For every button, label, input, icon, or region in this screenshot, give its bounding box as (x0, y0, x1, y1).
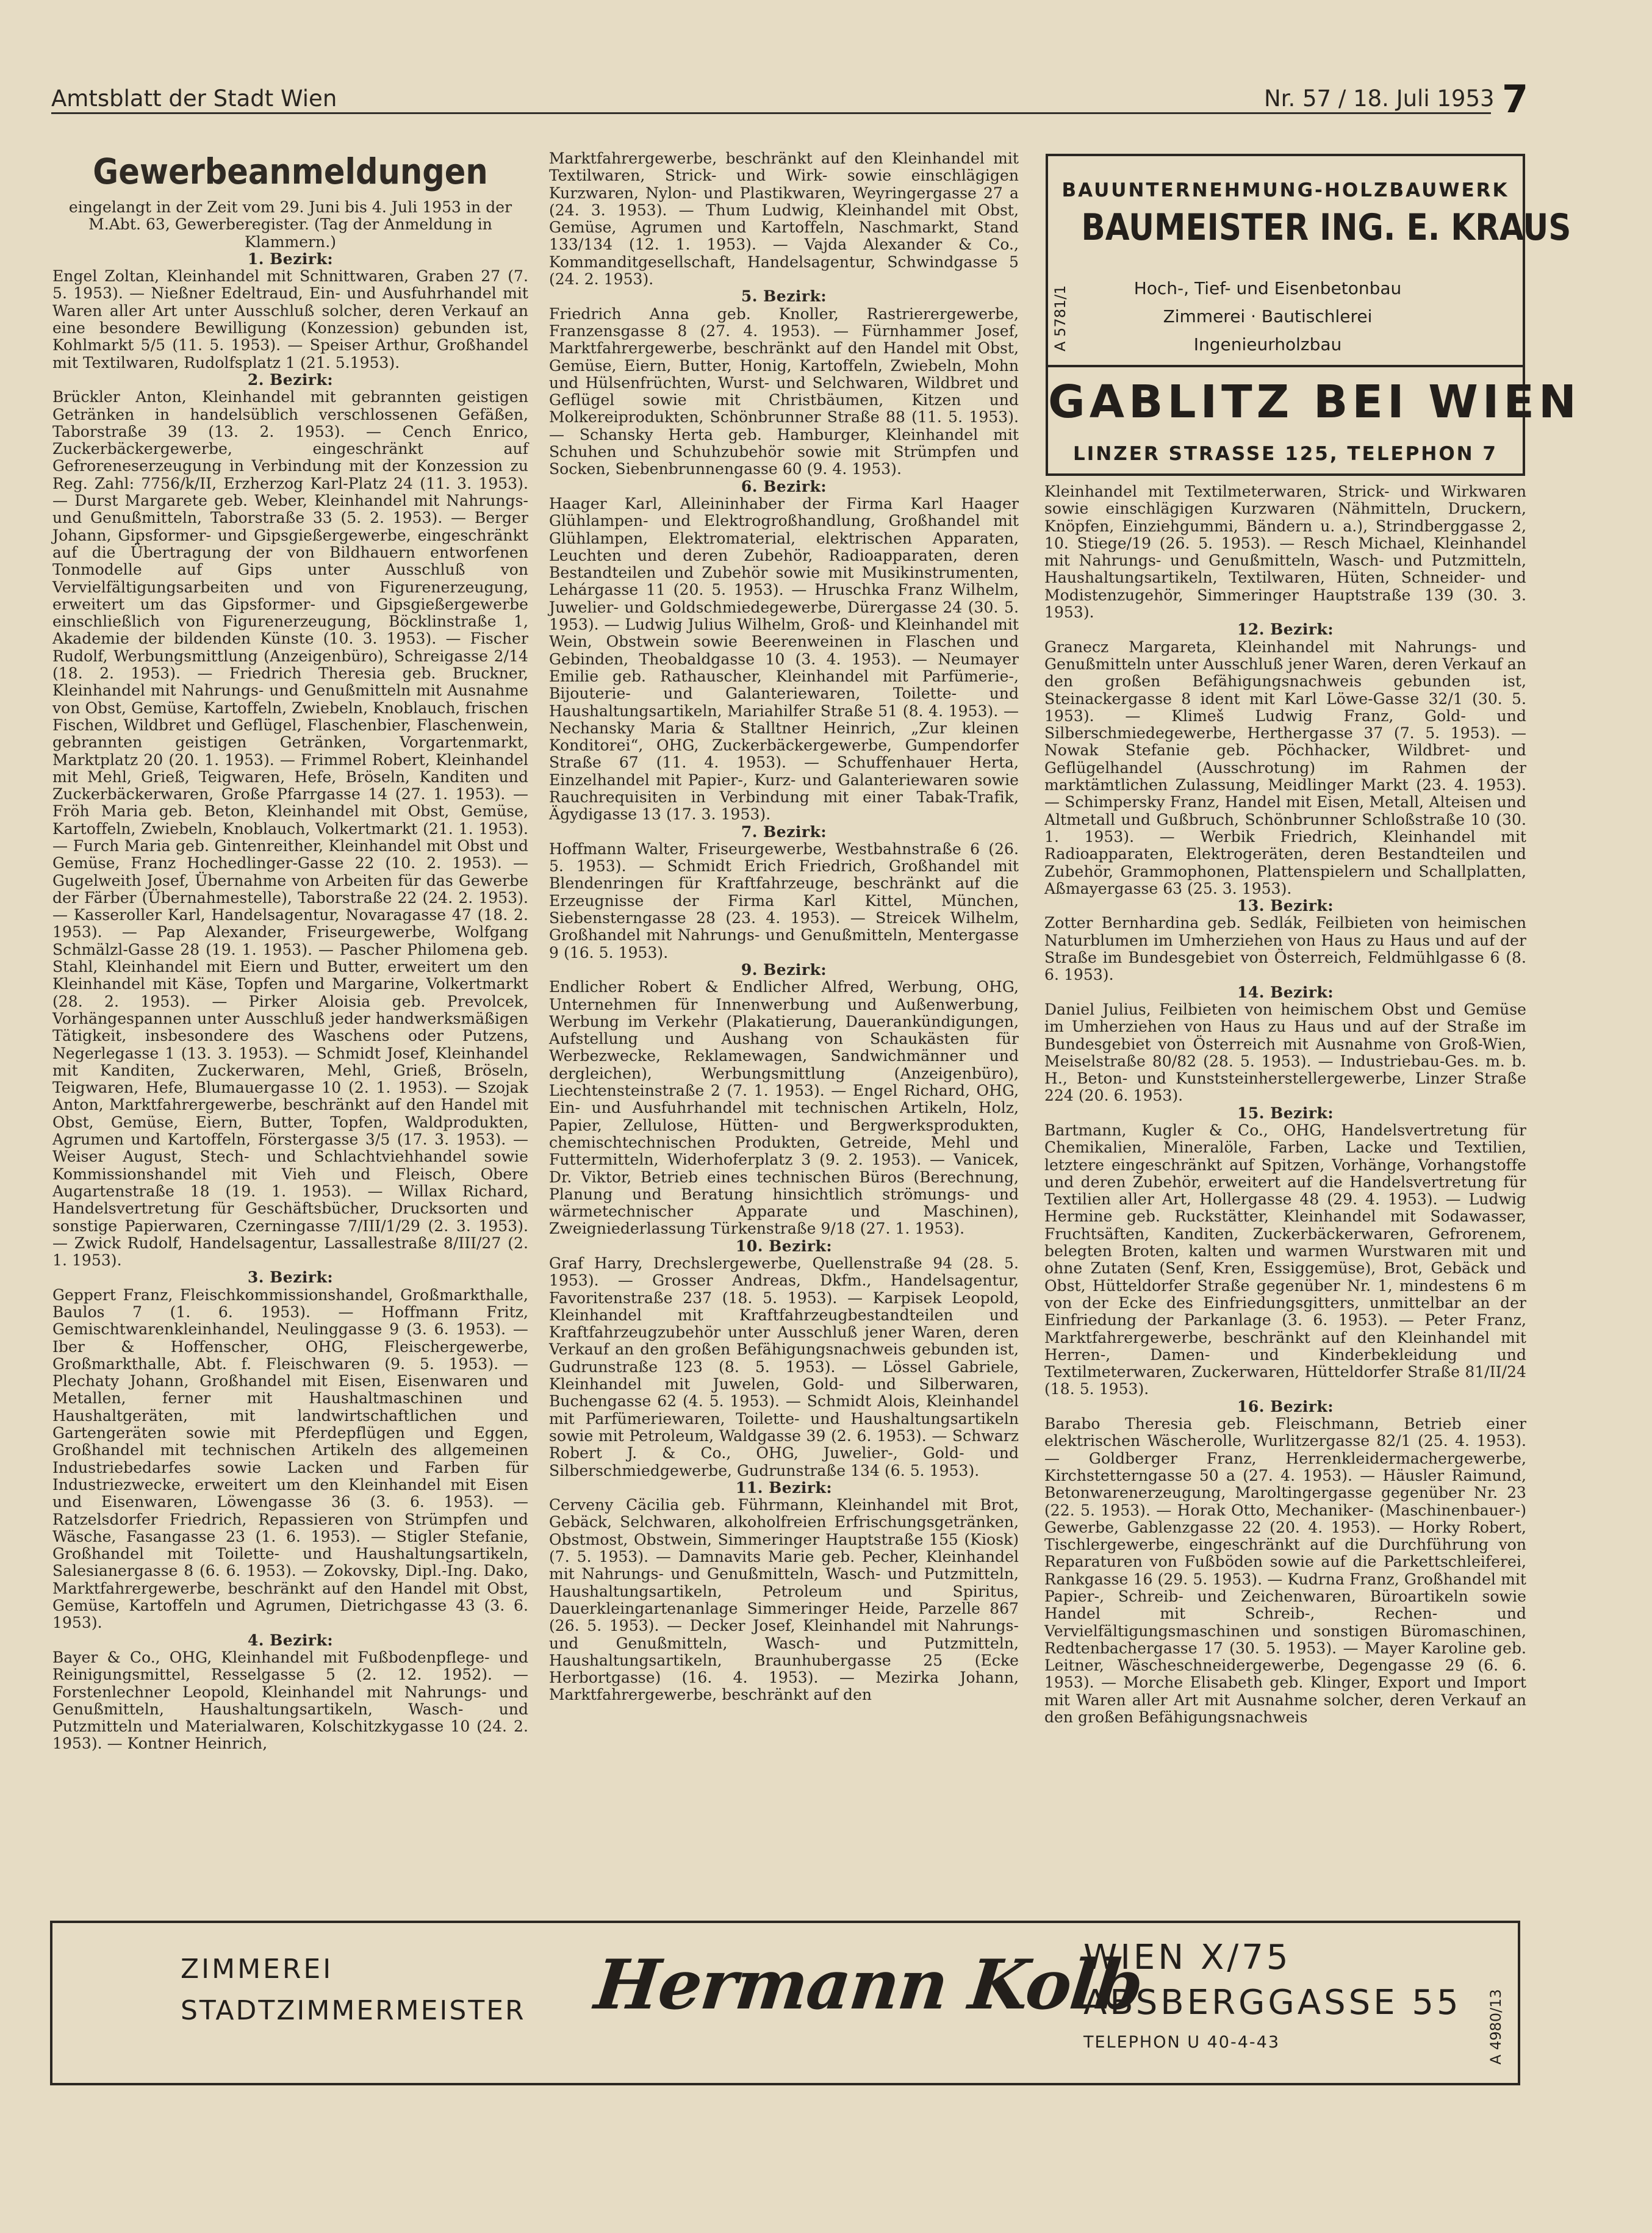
district-entries: Cerveny Cäcilia geb. Führmann, Kleinhandel mit Brot, Gebäck, Selchwaren, alkoholfreien Erfrischungsgetränken, Obstmost, Obstwein, Simmeringer Hauptstraße 155 (Kiosk) (7. 5. 1953). — Damnavits Marie geb. Pecher, Kleinhandel mit Nahrungs- und Genußmitteln, Wasch- und Putzmitteln, Haushaltungsartikeln, Petroleum und Spiritus, Dauerkleingartenanlage Simmeringer Heide, Parzelle 867 (26. 5. 1953). — Decker Josef, Kleinhandel mit Nahrungs- und Genußmitteln, Wasch- und Putzmitteln, Haushaltungsartikeln, Braunhubergasse 25 (Ecke Herbortgasse) (16. 4. 1953). — Mezirka Johann, Marktfahrergewerbe, beschränkt auf den (549, 1496, 1019, 1704)
district-entries: Marktfahrergewerbe, beschränkt auf den Kleinhandel mit Textilwaren, Strick- und Wirk- sowie einschlägigen Kurzwaren, Nylon- und Plastikwaren, Weyringergasse 27 a (24. 3. 1953). — Thum Ludwig, Kleinhandel mit Obst, Gemüse, Agrumen und Kartoffeln, Naschmarkt, Stand 133/134 (12. 1. 1953). — Vajda Alexander & Co., Kommanditgesellschaft, Handelsagentur, Schwindgasse 5 (24. 2. 1953). (549, 149, 1019, 289)
district-entries: Brückler Anton, Kleinhandel mit gebrannten geistigen Getränken in handelsüblich verschlossenen Gefäßen, Taborstraße 39 (13. 2. 1953). — Cench Enrico, Zuckerbäckergewerbe, eingeschränkt auf Gefroreneserzeugung in Verbindung mit der Konzession zu Reg. Zahl: 7756/k/II, Erzherzog Karl-Platz 24 (11. 3. 1953). — Durst Margarete geb. Weber, Kleinhandel mit Nahrungs- und Genußmitteln, Taborstraße 33 (5. 2. 1953). — Berger Johann, Gipsformer- und Gipsgießergewerbe, eingeschränkt auf die Übertragung der von Bildhauern entworfenen Tonmodelle auf Gips unter Ausschluß von Vervielfältigungsarbeiten und von Figurenerzeugung, erweitert um das Gipsformer- und Gipsgießergewerbe einschließlich von Figurenerzeugung, Böcklinstraße 1, Akademie der bildenden Künste (10. 3. 1953). — Fischer Rudolf, Werbungsmittlung (Anzeigenbüro), Schreigasse 2/14 (18. 2. 1953). — Friedrich Theresia geb. Bruckner, Kleinhandel mit Nahrungs- und Genußmitteln mit Ausnahme von Obst, Gemüse, Kartoffeln, Zwiebeln, Knoblauch, frischen Fischen, Wildbret und Geflügel, Flaschenbier, Flaschenwein, gebrannten geistigen Getränken, Vorgartenmarkt, Marktplatz 20 (20. 1. 1953). — Frimmel Robert, Kleinhandel mit Mehl, Grieß, Teigwaren, Hefe, Bröseln, Kanditen und Zuckerbäckerwaren, Große Pfarrgasse 14 (27. 1. 1953). — Fröh Maria geb. Beton, Kleinhandel mit Obst, Gemüse, Kartoffeln, Zwiebeln, Knoblauch, Volkertmarkt (21. 1. 1953). — Furch Maria geb. Gintenreither, Kleinhandel mit Obst und Gemüse, Franz Hochedlinger-Gasse 22 (10. 2. 1953). — Gugelweith Josef, Übernahme von Arbeiten für das Gewerbe der Färber (Übernahmestelle), Taborstraße 22 (24. 2. 1953). — Kasseroller Karl, Handelsagentur, Novaragasse 47 (18. 2. 1953). — Pap Alexander, Friseurgewerbe, Wolfgang Schmälzl-Gasse 28 (19. 1. 1953). — Pascher Philomena geb. Stahl, Kleinhandel mit Eiern und Butter, erweitert um den Kleinhandel mit Käse, Topfen und Margarine, Volkertmarkt (28. 2. 1953). — Pirker Aloisia geb. Prevolcek, Vorhängespannen unter Ausschluß jeder handwerksmäßigen Tätigkeit, insbesondere des Waschens oder Putzens, Negerlegasse 1 (13. 3. 1953). — Schmidt Josef, Kleinhandel mit Kanditen, Zuckerwaren, Mehl, Grieß, Bröseln, Teigwaren, Hefe, Blumauergasse 10 (2. 1. 1953). — Szojak Anton, Marktfahrergewerbe, beschränkt auf den Handel mit Obst, Gemüse, Eiern, Butter, Topfen, Waldprodukten, Agrumen und Kartoffeln, Förstergasse 3/5 (17. 3. 1953). — Weiser August, Stech- und Schlachtviehhandel sowie Kommissionshandel mit Vieh und Fleisch, Obere Augartenstraße 18 (19. 1. 1953). — Willax Richard, Handelsvertretung für Geschäftsbücher, Drucksorten und sonstige Papierwaren, Czerningasse 7/III/1/29 (2. 3. 1953). — Zwick Rudolf, Handelsagentur, Lassallestraße 8/III/27 (2. 1. 1953). (52, 388, 528, 1270)
district-heading: 5. Bezirk: (741, 287, 827, 306)
ad-reference-code: A 5781/1 (1052, 285, 1069, 351)
ad-street: ABSBERGGASSE 55 (1083, 1983, 1462, 2023)
ad-city: WIEN X/75 (1083, 1938, 1291, 1977)
district-entries: Geppert Franz, Fleischkommissionshandel, Großmarkthalle, Baulos 7 (1. 6. 1953). — Hoffmann Fritz, Gemischtwarenkleinhandel, Neulinggasse 9 (3. 6. 1953). — Iber & Hoffenscher, OHG, Fleischergewerbe, Großmarkthalle, Abt. f. Fleischwaren (9. 5. 1953). — Plechaty Johann, Großhandel mit Eisen, Eisenwaren und Metallen, ferner mit Haushaltmaschinen und Haushaltgeräten, mit landwirtschaftlichen und Gartengeräten sowie mit Pferdepflügen und Eggen, Großhandel mit technischen Artikeln des allgemeinen Industriebedarfes sowie Lacken und Farben für Industriezwecke, erweitert um den Kleinhandel mit Eisen und Eisenwaren, Löwengasse 36 (3. 6. 1953). — Ratzelsdorfer Friedrich, Repassieren von Strümpfen und Wäsche, Fasangasse 23 (1. 6. 1953). — Stigler Stefanie, Großhandel mit Toilette- und Haushaltungsartikeln, Salesianergasse 8 (6. 6. 1953). — Zokovsky, Dipl.-Ing. Dako, Marktfahrergewerbe, beschränkt auf den Handel mit Obst, Gemüse, Kartoffeln und Agrumen, Dietrichgasse 43 (3. 6. 1953). (52, 1286, 528, 1632)
district-heading: 13. Bezirk: (1237, 897, 1334, 915)
ad-services (1085, 275, 1451, 359)
district-entries: Graf Harry, Drechslergewerbe, Quellenstraße 94 (28. 5. 1953). — Grosser Andreas, Dkfm., Handelsagentur, Favoritenstraße 237 (18. 5. 1953). — Karpisek Leopold, Kleinhandel mit Kraftfahrzeugbestandteilen und Kraftfahrzeugzubehör unter Ausschluß jener Waren, deren Verkauf an den großen Befähigungsnachweis gebunden ist, Gudrunstraße 123 (8. 5. 1953). — Lössel Gabriele, Kleinhandel mit Juwelen, Gold- und Silberwaren, Buchengasse 62 (4. 5. 1953). — Schmidt Alois, Kleinhandel mit Parfümeriewaren, Toilette- und Haushaltungsartikeln sowie mit Petroleum, Waldgasse 39 (2. 6. 1953). — Schwarz Robert J. & Co., OHG, Juwelier-, Gold- und Silberschmiedgewerbe, Gudrunstraße 134 (6. 5. 1953). (549, 1254, 1019, 1480)
district-heading: 10. Bezirk: (735, 1237, 833, 1255)
issue-date: Nr. 57 / 18. Juli 1953 (1264, 85, 1495, 112)
ad-trade: ZIMMEREI (181, 1954, 334, 1985)
column-1 (52, 199, 528, 1753)
district-entries: Engel Zoltan, Kleinhandel mit Schnittwaren, Graben 27 (7. 5. 1953). — Nießner Edeltraud, Ein- und Ausfuhrhandel mit Waren aller Art unter Ausschluß solcher, deren Verkauf an eine besondere Bewilligung (Konzession) gebunden ist, Kohlmarkt 5/5 (11. 5. 1953). — Speiser Arthur, Großhandel mit Textilwaren, Rudolfsplatz 1 (21. 5.1953). (52, 267, 528, 372)
ad-divider (1048, 365, 1523, 367)
district-heading: 12. Bezirk: (1237, 620, 1334, 639)
advertisement-kraus (1046, 154, 1581, 476)
section-title: Gewerbeanmeldungen (93, 151, 488, 192)
district-entries: Hoffmann Walter, Friseurgewerbe, Westbahnstraße 6 (26. 5. 1953). — Schmidt Erich Friedrich, Großhandel mit Blendenringen für Kraftfahrzeuge, beschränkt auf die Erzeugnisse der Firma Karl Kittel, München, Siebensterngasse 28 (23. 4. 1953). — Streicek Wilhelm, Großhandel mit Nahrungs- und Genußmitteln, Mentergasse 9 (16. 5. 1953). (549, 840, 1019, 962)
district-heading: 2. Bezirk: (247, 370, 334, 389)
ad-reference-code: A 4980/13 (1487, 1989, 1504, 2065)
district-heading: 11. Bezirk: (735, 1478, 833, 1497)
ad-phone: TELEPHON U 40-4-43 (1083, 2033, 1280, 2052)
ad-service-line: Zimmerei · Bautischlerei (1163, 306, 1373, 326)
advertisement-kolb (50, 1921, 1520, 2085)
ad-city: GABLITZ BEI WIEN (1048, 376, 1581, 428)
district-heading: 6. Bezirk: (741, 477, 827, 495)
district-heading: 1. Bezirk: (247, 250, 334, 268)
ad-company-name: BAUMEISTER ING. E. KRAUS (1081, 206, 1571, 249)
district-entries: Granecz Margareta, Kleinhandel mit Nahrungs- und Genußmitteln unter Ausschluß jener Waren, deren Verkauf an den großen Befähigungsnachweis gebunden ist, Steinackergasse 8 ident mit Karl Löwe-Gasse 32/1 (30. 5. 1953). — Klimeš Ludwig Franz, Gold- und Silberschmiedegewerbe, Herthergasse 37 (7. 5. 1953). — Nowak Stefanie geb. Pöchhacker, Wildbret- und Geflügelhandel (Ausschrotung) im Rahmen der marktämtlichen Zulassung, Meidlinger Markt (23. 4. 1953). — Schimpersky Franz, Handel mit Eisen, Metall, Alteisen und Altmetall und Gußbruch, Schönbrunner Schloßstraße 10 (30. 1. 1953). — Werbik Friedrich, Kleinhandel mit Radioapparaten, Elektrogeräten, deren Bestandteilen und Zubehör, Grammophonen, Plattenspielern und Schallplatten, Aßmayergasse 63 (25. 3. 1953). (1044, 638, 1526, 897)
district-entries: Zotter Bernhardina geb. Sedlák, Feilbieten von heimischen Naturblumen im Umherziehen von Haus zu Haus und auf der Straße im Bundesgebiet von Österreich, Feldmühlgasse 6 (8. 6. 1953). (1044, 914, 1526, 984)
ad-trade-title: STADTZIMMERMEISTER (181, 1995, 526, 2026)
district-entries: Haager Karl, Alleininhaber der Firma Karl Haager Glühlampen- und Elektrogroßhandlung, Großhandel mit Glühlampen, Elektromaterial, elektrischen Apparaten, Leuchten und deren Zubehör, Radioapparaten, deren Bestandteilen und Zubehör sowie mit Musikinstrumenten, Lehárgasse 11 (20. 5. 1953). — Hruschka Franz Wilhelm, Juwelier- und Goldschmiedegewerbe, Dürergasse 24 (30. 5. 1953). — Ludwig Julius Wilhelm, Groß- und Kleinhandel mit Wein, Obstwein sowie Beerenweinen in Flaschen und Gebinden, Theobaldgasse 10 (3. 4. 1953). — Neumayer Emilie geb. Rathauscher, Kleinhandel mit Parfümerie-, Bijouterie- und Galanteriewaren, Toilette- und Haushaltungsartikeln, Mariahilfer Straße 51 (8. 4. 1953). — Nechansky Maria & Stalltner Heinrich, „Zur kleinen Konditorei“, OHG, Zuckerbäckergewerbe, Gumpendorfer Straße 67 (11. 4. 1953). — Schuffenhauer Herta, Einzelhandel mit Papier-, Kurz- und Galanteriewaren sowie Rauchrequisiten in Verbindung mit einer Tabak-Trafik, Ägydigasse 13 (17. 3. 1953). (549, 494, 1019, 824)
ad-address: LINZER STRASSE 125, TELEPHON 7 (1073, 443, 1498, 465)
publication-title: Amtsblatt der Stadt Wien (51, 85, 337, 112)
district-heading: 14. Bezirk: (1237, 983, 1334, 1001)
district-heading: 7. Bezirk: (741, 822, 827, 841)
intro-text: eingelangt in der Zeit vom 29. Juni bis 4. Juli 1953 in der M.Abt. 63, Gewerberegister. (Tag der Anmeldung in Klammern.) (68, 198, 512, 251)
district-entries: Kleinhandel mit Textilmeterwaren, Strick- und Wirkwaren sowie einschlägigen Kurzwaren (Nähmitteln, Druckern, Knöpfen, Einziehgummi, Bändern u. a.), Strindberggasse 2, 10. Stiege/19 (26. 5. 1953). — Resch Michael, Kleinhandel mit Nahrungs- und Genußmitteln, Wasch- und Putzmitteln, Haushaltungsartikeln, Textilwaren, Hüten, Schneider- und Modistenzugehör, Simmeringer Hauptstraße 139 (30. 3. 1953). (1044, 483, 1526, 622)
district-heading: 15. Bezirk: (1237, 1104, 1334, 1122)
district-entries: Endlicher Robert & Endlicher Alfred, Werbung, OHG, Unternehmen für Innenwerbung und Außenwerbung, Werbung im Verkehr (Plakatierung, Dauerankündigungen, Aufstellung und Aushang von Schaukästen für Werbezwecke, Reklamewagen, Sandwichmänner und dergleichen), Werbungsmittlung (Anzeigenbüro), Liechtensteinstraße 2 (7. 1. 1953). — Engel Richard, OHG, Ein- und Ausfuhrhandel mit technischen Artikeln, Holz, Papier, Zellulose, Hütten- und Bergwerksprodukten, chemischtechnischen Produkten, Getreide, Mehl und Futtermitteln, Widerhoferplatz 3 (9. 2. 1953). — Vanicek, Dr. Viktor, Betrieb eines technischen Büros (Berechnung, Planung und Beratung hinsichtlich strömungs- und wärmetechnischer Apparate und Maschinen), Zweigniederlassung Türkenstraße 9/18 (27. 1. 1953). (549, 978, 1019, 1238)
district-entries: Barabo Theresia geb. Fleischmann, Betrieb einer elektrischen Wäscherolle, Wurlitzergasse 82/1 (25. 4. 1953). — Goldberger Franz, Herrenkleidermachergewerbe, Kirchstetterngasse 50 a (27. 4. 1953). — Häusler Raimund, Betonwarenerzeugung, Maroltingergasse gegenüber Nr. 23 (22. 5. 1953). — Horak Otto, Mechaniker- (Maschinenbauer-) Gewerbe, Gablenzgasse 22 (20. 4. 1953). — Horky Robert, Tischlergewerbe, eingeschränkt auf die Durchführung von Reparaturen von Fußböden sowie auf die Parkettschleiferei, Rankgasse 16 (29. 5. 1953). — Kudrna Franz, Großhandel mit Papier-, Schreib- und Zeichenwaren, Büroartikeln sowie Handel mit Schreib-, Rechen- und Vervielfältigungsmaschinen und sonstigen Büromaschinen, Redtenbachergasse 17 (30. 5. 1953). — Mayer Karoline geb. Leitner, Wäscheschneidergewerbe, Degengasse 29 (6. 6. 1953). — Morche Elisabeth geb. Klinger, Export und Import mit Waren aller Art mit Ausnahme solcher, deren Verkauf an den großen Befähigungsnachweis (1044, 1415, 1526, 1727)
page-number: 7 (1502, 77, 1529, 121)
district-entries: Bayer & Co., OHG, Kleinhandel mit Fußbodenpflege- und Reinigungsmittel, Resselgasse 5 (2. 12. 1952). — Forstenlechner Leopold, Kleinhandel mit Nahrungs- und Genußmitteln, Haushaltungsartikeln, Wasch- und Putzmitteln und Materialwaren, Kolschitzkygasse 10 (24. 2. 1953). — Kontner Heinrich, (52, 1648, 528, 1753)
ad-company-type: BAUUNTERNEHMUNG-HOLZBAUWERK (1061, 179, 1509, 201)
column-3 (1044, 483, 1526, 1726)
district-entries: Daniel Julius, Feilbieten von heimischem Obst und Gemüse im Umherziehen von Haus zu Haus und auf der Straße im Bundesgebiet von Österreich mit Ausnahme von Groß-Wien, Meiselstraße 80/82 (28. 5. 1953). — Industriebau-Ges. m. b. H., Beton- und Kunststeinherstellergewerbe, Linzer Straße 224 (20. 6. 1953). (1044, 1000, 1526, 1105)
district-heading: 16. Bezirk: (1237, 1397, 1334, 1415)
column-2 (549, 150, 1019, 1704)
ad-service-line: Ingenieurholzbau (1193, 334, 1342, 354)
ad-service-line: Hoch-, Tief- und Eisenbetonbau (1133, 278, 1402, 298)
district-heading: 9. Bezirk: (741, 960, 827, 979)
district-entries: Bartmann, Kugler & Co., OHG, Handelsvertretung für Chemikalien, Mineralöle, Farben, Lacke und Textilien, letztere eingeschränkt auf Spitzen, Vorhänge, Vorhangstoffe und deren Zubehör, erweitert auf die Handelsvertretung für Textilien aller Art, Hollergasse 48 (29. 4. 1953). — Ludwig Hermine geb. Ruckstätter, Kleinhandel mit Sodawasser, Fruchtsäften, Kanditen, Zuckerbäckerwaren, Gefrorenem, belegten Broten, kalten und warmen Wurstwaren mit und ohne Zutaten (Senf, Kren, Essiggemüse), Brot, Gebäck und Obst, Hütteldorfer Straße gegenüber Nr. 1, mindestens 6 m von der Ecke des Einfriedungsgitters, unmittelbar an der Einfriedung der Parkanlage (3. 6. 1953). — Peter Franz, Marktfahrergewerbe, beschränkt auf den Kleinhandel mit Herren-, Damen- und Kinderbekleidung und Textilmeterwaren, Zuckerwaren, Hütteldorfer Straße 81/II/24 (18. 5. 1953). (1044, 1121, 1526, 1398)
district-heading: 3. Bezirk: (247, 1268, 334, 1287)
district-heading: 4. Bezirk: (247, 1631, 334, 1649)
district-entries: Friedrich Anna geb. Knoller, Rastrierergewerbe, Franzensgasse 8 (27. 4. 1953). — Fürnhammer Josef, Marktfahrergewerbe, beschränkt auf den Handel mit Obst, Gemüse, Eiern, Butter, Honig, Kartoffeln, Zwiebeln, Mohn und Hülsenfrüchten, Wurst- und Selchwaren, Wildbret und Geflügel sowie mit Christbäumen, Kitzen und Molkereiprodukten, Schönbrunner Straße 88 (11. 5. 1953). — Schansky Herta geb. Hamburger, Kleinhandel mit Schuhen und Schuhzubehör sowie mit Strümpfen und Socken, Siebenbrunnengasse 60 (9. 4. 1953). (549, 304, 1019, 478)
header-rule (51, 112, 1491, 114)
ad-company-name: Hermann Kolb (591, 1945, 1146, 2025)
